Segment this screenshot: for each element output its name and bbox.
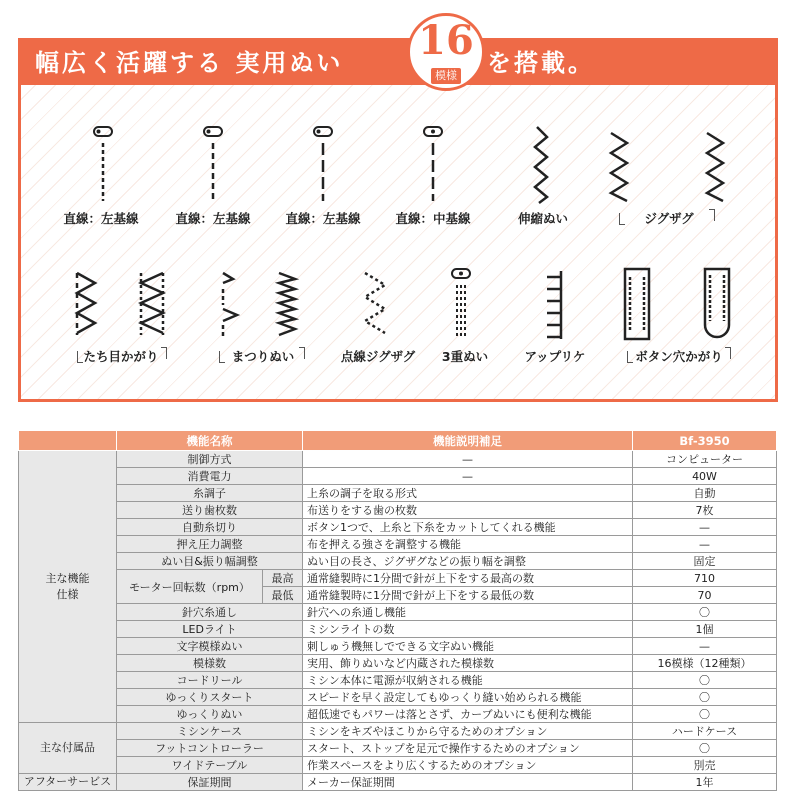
feature-sub-label: 最高 xyxy=(263,570,303,587)
feature-name: ワイドテーブル xyxy=(117,757,303,774)
triple-stitch-icon xyxy=(449,267,479,343)
stitch-label-1: 直線：左基線 xyxy=(63,211,139,226)
stitch-zigzag xyxy=(607,129,731,205)
stitch-applique xyxy=(541,269,571,341)
feature-value: ハードケース xyxy=(633,723,777,740)
spec-table xyxy=(18,430,777,791)
feature-desc: 上糸の調子を取る形式 xyxy=(303,485,633,502)
straight-stitch-icon xyxy=(201,125,231,205)
applique-stitch-icon xyxy=(541,269,571,341)
stitch-label-2: 直線：左基線 xyxy=(175,211,251,226)
stitch-label-12: ボタン穴かがり xyxy=(635,349,723,364)
stitch-dotted-zigzag xyxy=(357,269,397,341)
feature-value: コンピューター xyxy=(633,451,777,468)
table-row xyxy=(19,519,777,536)
badge-unit: 模様 xyxy=(431,68,461,84)
stitch-label-5: 伸縮ぬい xyxy=(517,211,568,226)
feature-desc: ミシン本体に電源が収納される機能 xyxy=(303,672,633,689)
feature-desc: ぬい目の長さ、ジグザグなどの振り幅を調整 xyxy=(303,553,633,570)
stitch-label-6: ジグザグ xyxy=(644,211,694,226)
group-main-features: 主な機能 仕様 xyxy=(19,451,117,723)
title-right-text: を搭載。 xyxy=(487,49,595,77)
bracket-left xyxy=(619,213,625,225)
table-row xyxy=(19,655,777,672)
feature-value: 7枚 xyxy=(633,502,777,519)
table-row xyxy=(19,485,777,502)
bracket-right xyxy=(299,347,305,359)
feature-name: モーター回転数（rpm） xyxy=(117,570,263,604)
feature-value: 自動 xyxy=(633,485,777,502)
feature-value: 固定 xyxy=(633,553,777,570)
dotted-zigzag-stitch-icon xyxy=(357,269,397,341)
feature-name: 針穴糸通し xyxy=(117,604,303,621)
feature-name: 模様数 xyxy=(117,655,303,672)
straight-stitch-icon xyxy=(421,125,451,205)
straight-stitch-icon xyxy=(91,125,121,205)
feature-desc: 布送りをする歯の枚数 xyxy=(303,502,633,519)
zigzag-stitch-icon xyxy=(607,129,731,205)
header-blank xyxy=(19,431,117,451)
feature-desc: 針穴への糸通し機能 xyxy=(303,604,633,621)
stitch-label-11: アップリケ xyxy=(524,349,586,364)
feature-name: 文字模様ぬい xyxy=(117,638,303,655)
feature-desc: ボタン1つで、上糸と下糸をカットしてくれる機能 xyxy=(303,519,633,536)
feature-name: 送り歯枚数 xyxy=(117,502,303,519)
feature-value: 40W xyxy=(633,468,777,485)
table-row xyxy=(19,757,777,774)
feature-name: 消費電力 xyxy=(117,468,303,485)
table-row xyxy=(19,502,777,519)
feature-name: 制御方式 xyxy=(117,451,303,468)
table-row xyxy=(19,604,777,621)
feature-value: — xyxy=(633,519,777,536)
feature-name: 保証期間 xyxy=(117,774,303,791)
table-row xyxy=(19,570,777,587)
group-accessories: 主な付属品 xyxy=(19,723,117,774)
stitch-buttonhole xyxy=(621,267,735,343)
group-after-service: アフターサービス xyxy=(19,774,117,791)
feature-value: 710 xyxy=(633,570,777,587)
table-header-row xyxy=(19,431,777,451)
stitch-straight-left-3 xyxy=(311,125,341,205)
feature-name: コードリール xyxy=(117,672,303,689)
table-row xyxy=(19,536,777,553)
table-row xyxy=(19,706,777,723)
feature-value: 〇 xyxy=(633,740,777,757)
stitch-label-9: 点線ジグザグ xyxy=(340,349,416,364)
pattern-count-badge xyxy=(407,13,485,91)
feature-name: ゆっくりぬい xyxy=(117,706,303,723)
feature-desc: メーカー保証期間 xyxy=(303,774,633,791)
feature-desc: 超低速でもパワーは落とさず、カーブぬいにも便利な機能 xyxy=(303,706,633,723)
stitch-label-10: 3重ぬい xyxy=(441,349,489,364)
feature-value: — xyxy=(633,536,777,553)
feature-value: 別売 xyxy=(633,757,777,774)
table-row xyxy=(19,774,777,791)
table-row xyxy=(19,621,777,638)
feature-desc: 布を押える強さを調整する機能 xyxy=(303,536,633,553)
bracket-right xyxy=(725,347,731,359)
feature-desc: 刺しゅう機無しでできる文字ぬい機能 xyxy=(303,638,633,655)
buttonhole-stitch-icon xyxy=(621,267,735,343)
stitch-overcast xyxy=(71,269,171,341)
feature-value: — xyxy=(633,638,777,655)
feature-value: 70 xyxy=(633,587,777,604)
feature-name: LEDライト xyxy=(117,621,303,638)
feature-desc: ミシンライトの数 xyxy=(303,621,633,638)
stitch-straight-center xyxy=(421,125,451,205)
title-left-text: 幅広く活躍する 実用ぬい xyxy=(35,49,344,77)
feature-desc: スピードを早く設定してもゆっくり縫い始められる機能 xyxy=(303,689,633,706)
bracket-right xyxy=(161,347,167,359)
feature-value: 〇 xyxy=(633,672,777,689)
table-row xyxy=(19,689,777,706)
bracket-right xyxy=(709,209,715,221)
feature-desc: 作業スペースをより広くするためのオプション xyxy=(303,757,633,774)
feature-sub-label: 最低 xyxy=(263,587,303,604)
table-row xyxy=(19,468,777,485)
feature-value: 〇 xyxy=(633,706,777,723)
feature-desc: 実用、飾りぬいなど内蔵された模様数 xyxy=(303,655,633,672)
table-row xyxy=(19,740,777,757)
table-row xyxy=(19,723,777,740)
feature-desc: 通常縫製時に1分間で針が上下をする最低の数 xyxy=(303,587,633,604)
feature-name: 糸調子 xyxy=(117,485,303,502)
table-row xyxy=(19,638,777,655)
stitch-panel xyxy=(18,17,778,402)
stretch-stitch-icon xyxy=(527,125,557,205)
header-model: Bf-3950 xyxy=(633,431,777,451)
stitch-straight-left-2 xyxy=(201,125,231,205)
badge-number: 16 xyxy=(418,17,474,64)
blind-hem-stitch-icon xyxy=(217,269,317,341)
table-row xyxy=(19,451,777,468)
stitch-straight-left-1 xyxy=(91,125,121,205)
stitch-stretch xyxy=(527,125,557,205)
feature-name: ミシンケース xyxy=(117,723,303,740)
feature-name: フットコントローラー xyxy=(117,740,303,757)
stitch-label-8: まつりぬい xyxy=(231,349,295,364)
table-row xyxy=(19,672,777,689)
feature-value: 1個 xyxy=(633,621,777,638)
feature-value: 〇 xyxy=(633,604,777,621)
stitch-label-4: 直線：中基線 xyxy=(395,211,471,226)
feature-value: 16模様（12種類） xyxy=(633,655,777,672)
feature-name: ぬい目&振り幅調整 xyxy=(117,553,303,570)
feature-desc: — xyxy=(303,451,633,468)
feature-desc: ミシンをキズやほこりから守るためのオプション xyxy=(303,723,633,740)
feature-desc: 通常縫製時に1分間で針が上下をする最高の数 xyxy=(303,570,633,587)
feature-name: 自動糸切り xyxy=(117,519,303,536)
stitch-label-7: たち目かがり xyxy=(83,349,159,364)
feature-name: 押え圧力調整 xyxy=(117,536,303,553)
stitch-triple xyxy=(449,267,479,343)
overcast-stitch-icon xyxy=(71,269,171,341)
feature-value: 〇 xyxy=(633,689,777,706)
feature-name: ゆっくりスタート xyxy=(117,689,303,706)
stitch-blind-hem xyxy=(217,269,317,341)
title-banner xyxy=(21,41,775,85)
feature-desc: スタート、ストップを足元で操作するためのオプション xyxy=(303,740,633,757)
feature-value: 1年 xyxy=(633,774,777,791)
header-feature-name: 機能名称 xyxy=(117,431,303,451)
straight-stitch-icon xyxy=(311,125,341,205)
header-feature-desc: 機能説明補足 xyxy=(303,431,633,451)
table-row xyxy=(19,553,777,570)
feature-desc: — xyxy=(303,468,633,485)
stitch-label-3: 直線：左基線 xyxy=(285,211,361,226)
